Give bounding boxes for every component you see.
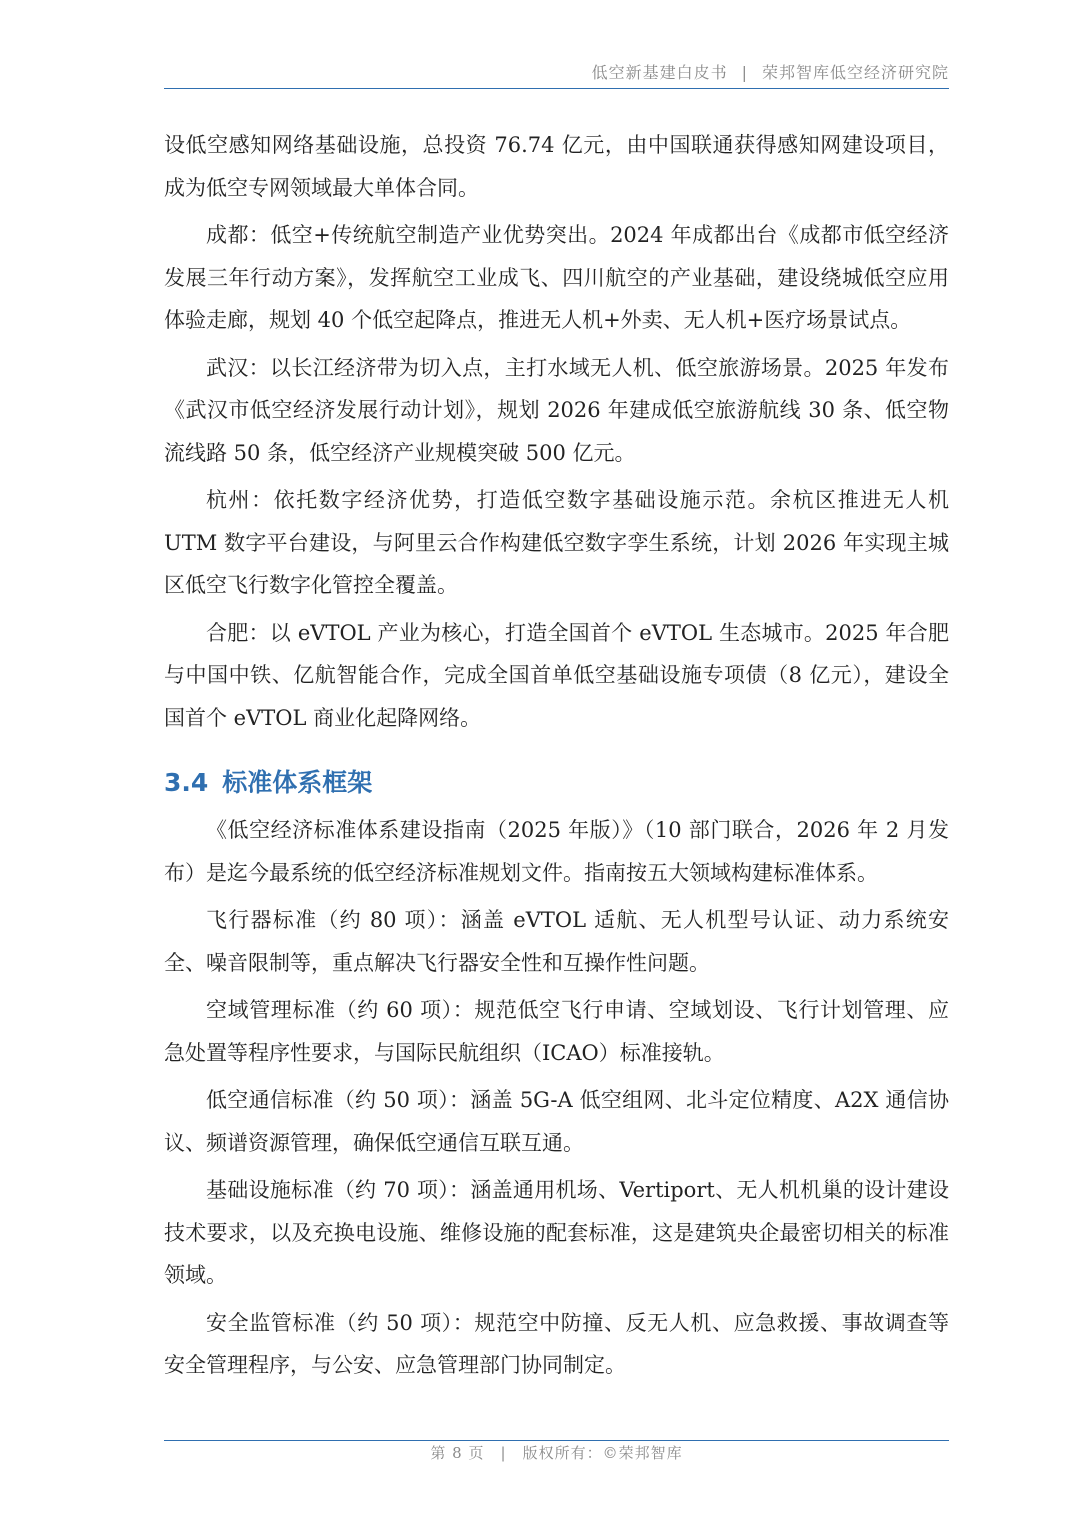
paragraph-communication-standards: 低空通信标准（约 50 项）：涵盖 5G-A 低空组网、北斗定位精度、A2X 通信协议、频谱资源管理，确保低空通信互联互通。 — [164, 1088, 949, 1155]
footer-separator: | — [500, 1444, 507, 1462]
header-rule — [164, 88, 949, 89]
section-number: 3.4 — [164, 768, 209, 797]
paragraph-hangzhou: 杭州：依托数字经济优势，打造低空数字基础设施示范。余杭区推进无人机 UTM 数字平台建设，与阿里云合作构建低空数字孪生系统，计划 2026 年实现主城区低空飞行数字化管控全覆盖。 — [164, 488, 949, 597]
page-body — [164, 124, 949, 1392]
header-institute: 荣邦智库低空经济研究院 — [761, 63, 949, 82]
header-doc-title: 低空新基建白皮书 — [591, 63, 728, 82]
paragraph-safety-standards: 安全监管标准（约 50 项）：规范空中防撞、反无人机、应急救援、事故调查等安全管理程序，与公安、应急管理部门协同制定。 — [164, 1310, 949, 1377]
section-title: 标准体系框架 — [222, 768, 373, 797]
paragraph-wuhan: 武汉：以长江经济带为切入点，主打水域无人机、低空旅游场景。2025 年发布《武汉市低空经济发展行动计划》，规划 2026 年建成低空旅游航线 30 条、低空物流线路 50 条，低空经济产业规模突破 500 亿元。 — [164, 355, 949, 465]
paragraph-infrastructure-standards: 基础设施标准（约 70 项）：涵盖通用机场、Vertiport、无人机机巢的设计建设技术要求，以及充换电设施、维修设施的配套标准，这是建筑央企最密切相关的标准领域。 — [164, 1178, 949, 1287]
copyright-notice: 版权所有：©荣邦智库 — [522, 1444, 683, 1462]
header-separator: | — [741, 63, 748, 82]
page-header — [164, 60, 949, 88]
paragraph-aircraft-standards: 飞行器标准（约 80 项）：涵盖 eVTOL 适航、无人机型号认证、动力系统安全、噪音限制等，重点解决飞行器安全性和互操作性问题。 — [164, 908, 949, 975]
paragraph-continuation: 设低空感知网络基础设施，总投资 76.74 亿元，由中国联通获得感知网建设项目，成为低空专网领域最大单体合同。 — [164, 133, 949, 200]
page-number: 第 8 页 — [430, 1444, 485, 1462]
paragraph-guide-intro: 《低空经济标准体系建设指南（2025 年版）》（10 部门联合，2026 年 2 月发布）是迄今最系统的低空经济标准规划文件。指南按五大领域构建标准体系。 — [164, 818, 949, 885]
paragraph-hefei: 合肥：以 eVTOL 产业为核心，打造全国首个 eVTOL 生态城市。2025 年合肥与中国中铁、亿航智能合作，完成全国首单低空基础设施专项债（8 亿元），建设全国首个 eVTOL 商业化起降网络。 — [164, 620, 949, 730]
page-footer — [164, 1442, 949, 1463]
paragraph-chengdu: 成都：低空+传统航空制造产业优势突出。2024 年成都出台《成都市低空经济发展三年行动方案》，发挥航空工业成飞、四川航空的产业基础，建设绕城低空应用体验走廊，规划 40 个低空起降点，推进无人机+外卖、无人机+医疗场景试点。 — [164, 223, 949, 332]
section-heading — [164, 763, 949, 803]
footer-rule — [164, 1440, 949, 1441]
paragraph-airspace-standards: 空域管理标准（约 60 项）：规范低空飞行申请、空域划设、飞行计划管理、应急处置等程序性要求，与国际民航组织（ICAO）标准接轨。 — [164, 998, 949, 1065]
